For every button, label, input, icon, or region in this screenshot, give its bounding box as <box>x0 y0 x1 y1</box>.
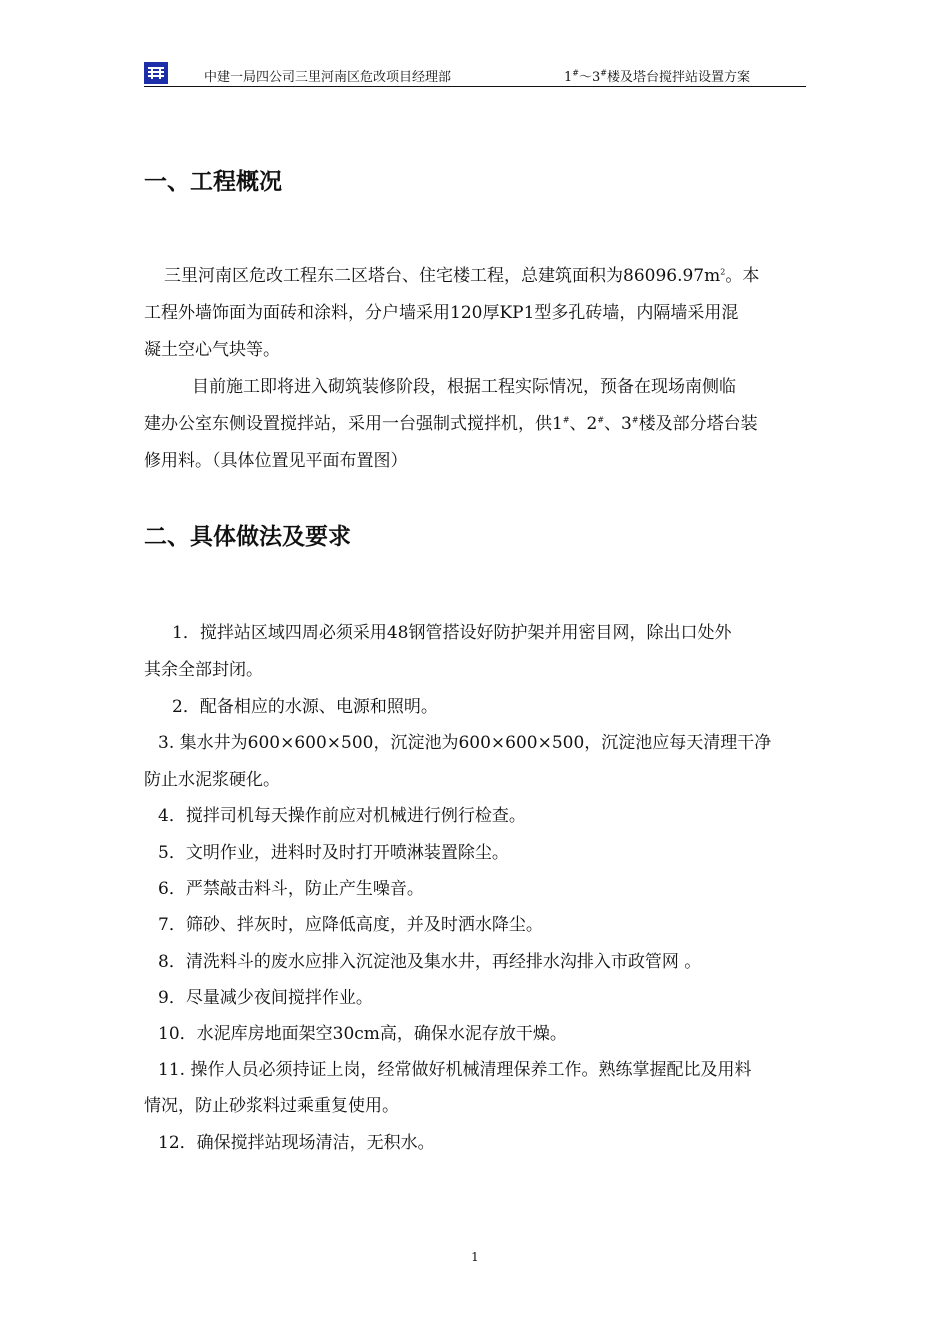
list-item: 6．严禁敲击料斗，防止产生噪音。 <box>158 879 424 899</box>
overview-paragraph-1: 三里河南区危改工程东二区塔台、住宅楼工程，总建筑面积为$86096.97m^2$。本 工程外墙饰面为面砖和涂料，分户墙采用120厚KP1型多孔砖墙，内隔墙采用混 凝土空心气块等。 <box>144 266 760 360</box>
list-item: 7．筛砂、拌灰时，应降低高度，并及时洒水降尘。 <box>158 915 543 935</box>
header-company: 中建一局四公司三里河南区危改项目经理部 <box>204 70 452 85</box>
list-item: 9．尽量减少夜间搅拌作业。 <box>158 988 373 1008</box>
list-item: 2．配备相应的水源、电源和照明。 <box>172 697 438 717</box>
list-item: 10．水泥库房地面架空30cm高，确保水泥存放干燥。 <box>158 1024 567 1044</box>
list-item: 12．确保搅拌站现场清洁，无积水。 <box>158 1133 435 1153</box>
list-item: 5．文明作业，进料时及时打开喷淋装置除尘。 <box>158 843 509 863</box>
overview-paragraph-2: 目前施工即将进入砌筑装修阶段，根据工程实际情况，预备在现场南侧临 建办公室东侧设置搅拌站，采用一台强制式搅拌机，供1#、2#、3#楼及部分塔台装 修用料。（具体位置见平面布置图） <box>144 377 758 471</box>
list-item: 防止水泥浆硬化。 <box>144 770 280 790</box>
section-title-overview: 一、工程概况 <box>144 168 282 195</box>
list-item: 其余全部封闭。 <box>144 660 263 680</box>
company-logo-icon <box>144 62 168 84</box>
list-item: 情况，防止砂浆料过乘重复使用。 <box>144 1096 399 1116</box>
page-header <box>144 60 806 87</box>
header-doc-title: 1#～3#楼及塔台搅拌站设置方案 <box>564 68 750 85</box>
list-item: 3. 集水井为600×600×500，沉淀池为600×600×500，沉淀池应每天清理干净 <box>158 733 772 753</box>
list-item: 1．搅拌站区域四周必须采用48钢管搭设好防护架并用密目网，除出口处外 <box>172 623 732 643</box>
section-title-requirements: 二、具体做法及要求 <box>144 523 351 550</box>
list-item: 4．搅拌司机每天操作前应对机械进行例行检查。 <box>158 806 526 826</box>
page-number: 1 <box>471 1250 479 1264</box>
list-item: 8．清洗料斗的废水应排入沉淀池及集水井，再经排水沟排入市政管网 。 <box>158 952 702 972</box>
list-item: 11. 操作人员必须持证上岗，经常做好机械清理保养工作。熟练掌握配比及用料 <box>158 1060 752 1080</box>
